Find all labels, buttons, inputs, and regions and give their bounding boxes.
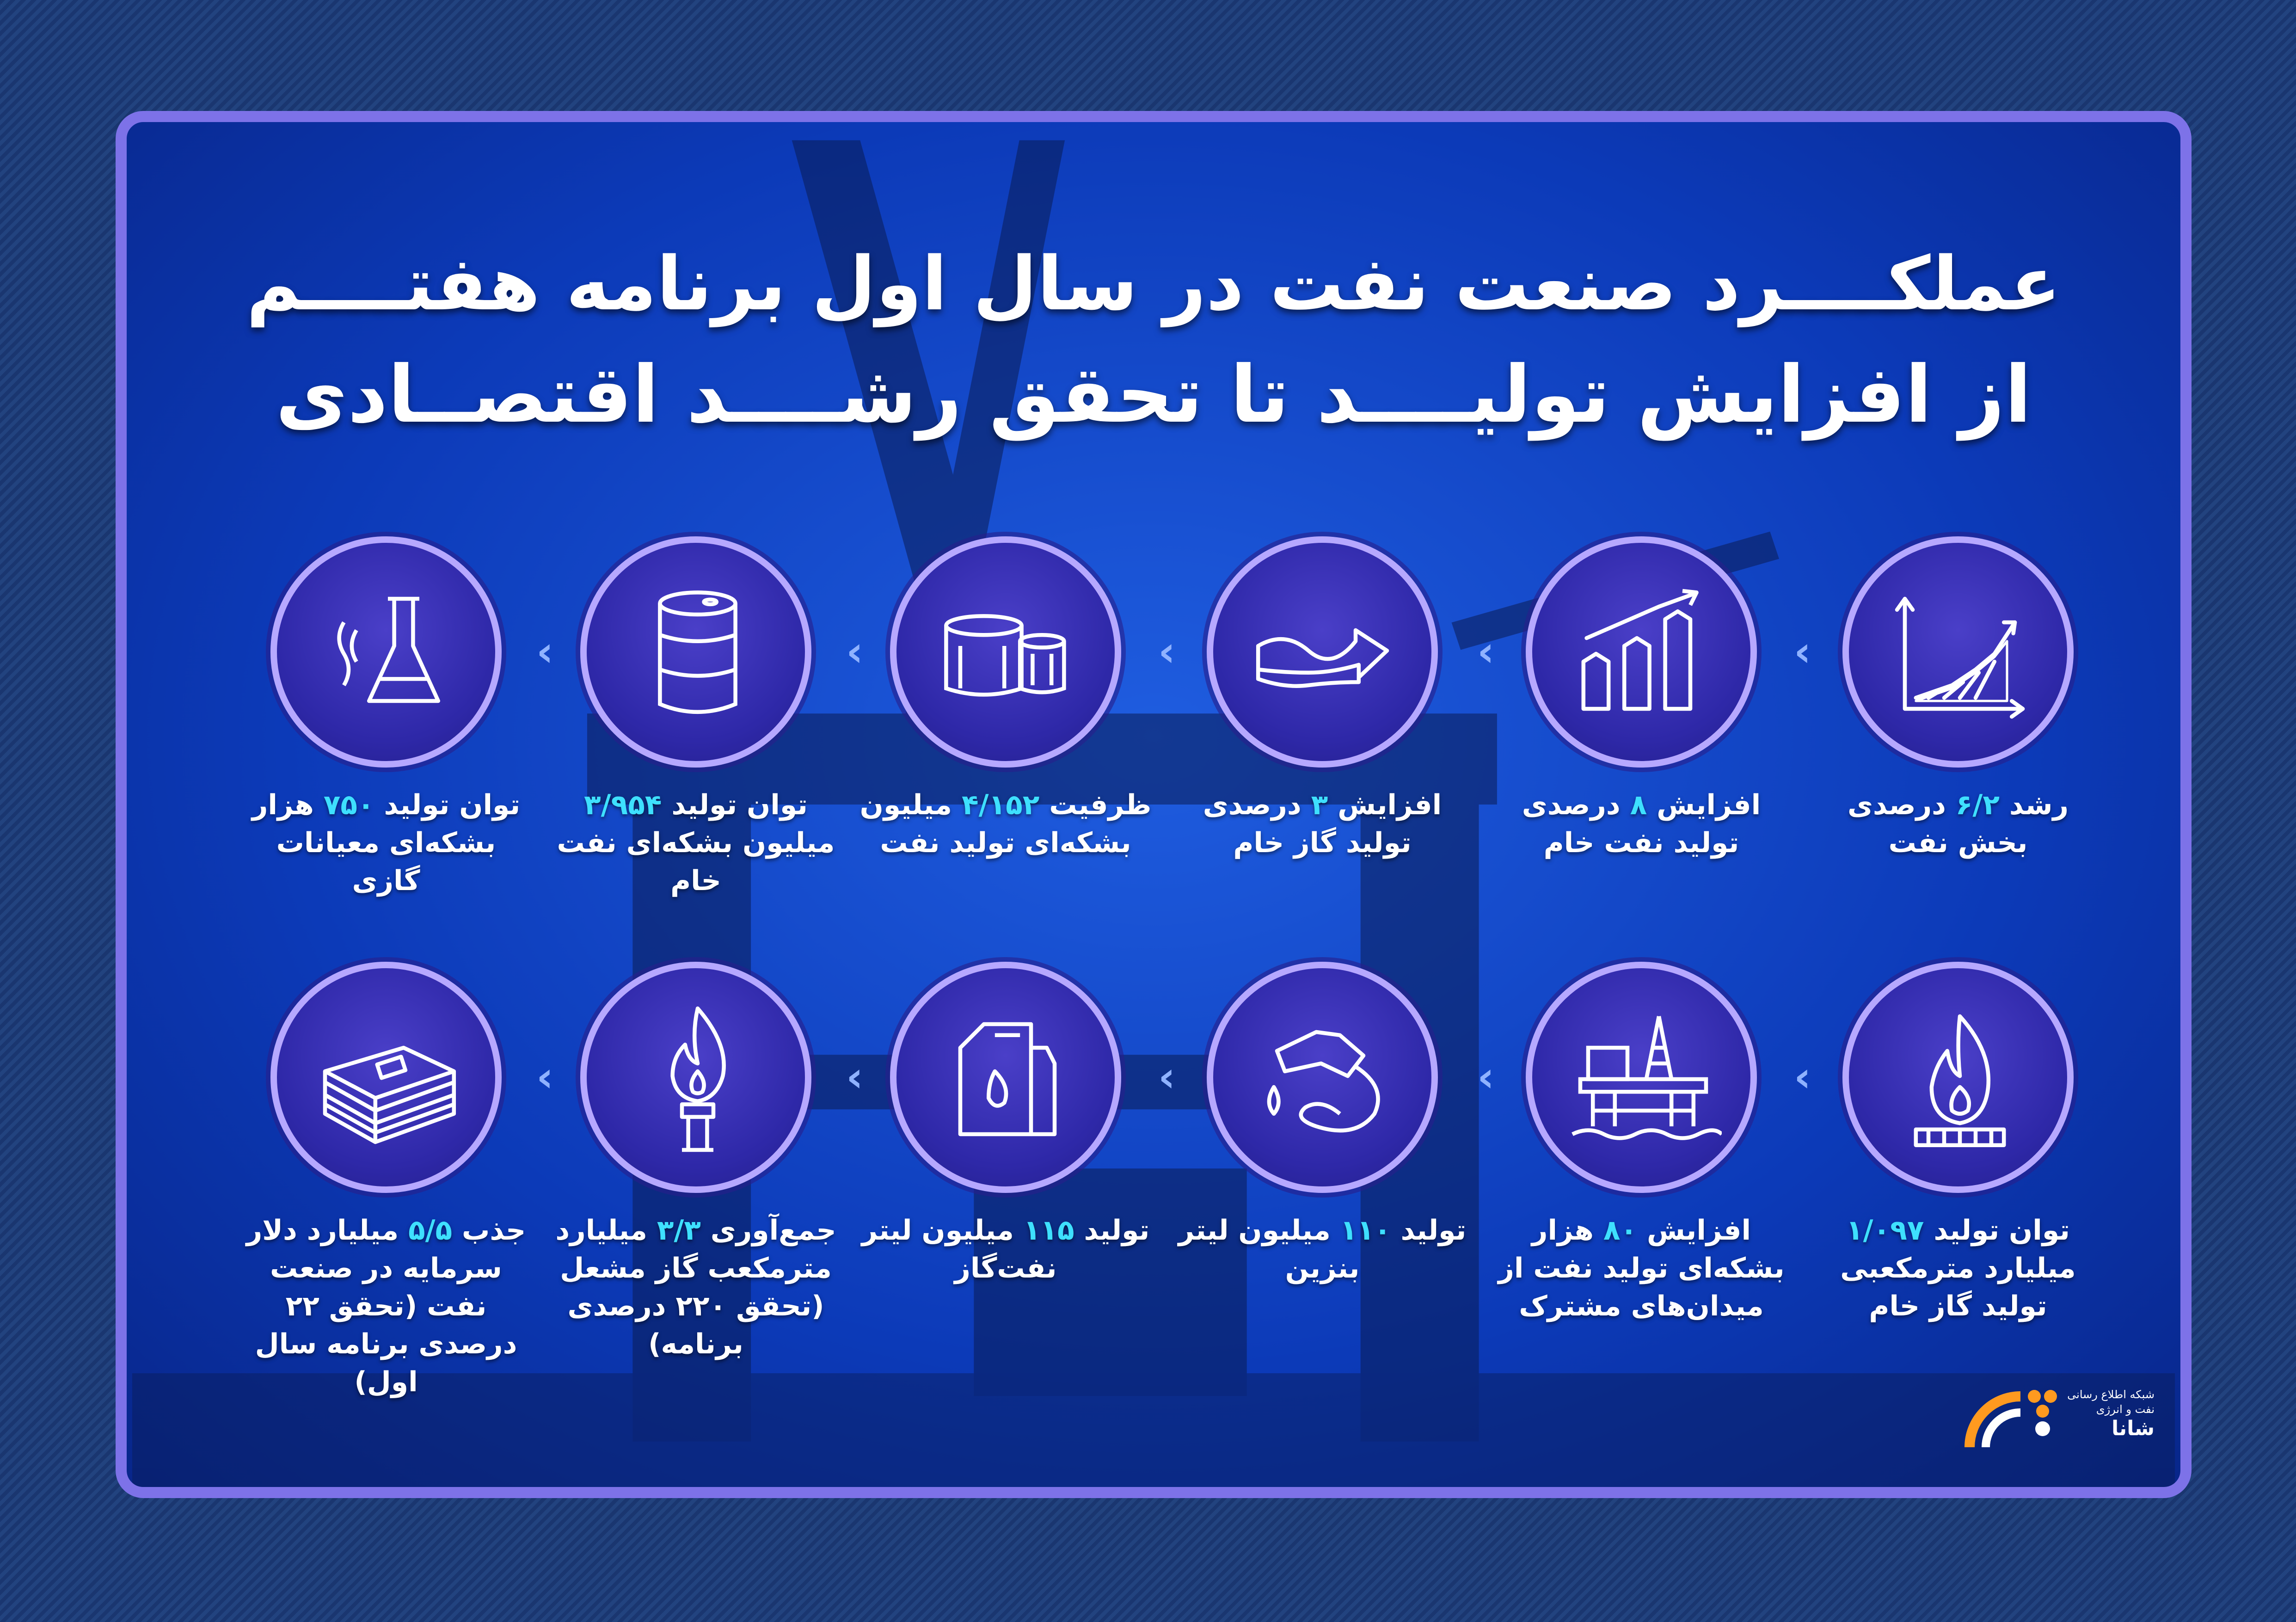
circle — [1207, 536, 1438, 768]
card-text: توان تولید ۱/۰۹۷ میلیارد مترمکعبی تولید گاز خام — [1840, 1214, 2076, 1322]
chevron-left-icon: ‹ — [846, 627, 864, 676]
fuel-canister-icon — [929, 1001, 1086, 1158]
card-text: تولید ۱۱۰ میلیون لیتر بنزین — [1178, 1214, 1467, 1284]
circle — [270, 962, 502, 1193]
logo-line-2: نفت و انرژی — [2096, 1403, 2155, 1416]
circle — [270, 536, 502, 768]
storage-tanks-icon — [929, 575, 1086, 732]
chevron-left-icon: ‹ — [1794, 1053, 1811, 1101]
bar-growth-icon — [1565, 575, 1722, 732]
card-text: افزایش ۸۰ هزار بشکه‌ای تولید نفت از میدان‌های مشترک — [1498, 1214, 1785, 1322]
title-line-1: عملکــــرد صنعت نفت در سال اول برنامه هفتــــم — [246, 240, 2061, 327]
logo-text — [2062, 1387, 2155, 1441]
circle — [1207, 962, 1438, 1193]
title-line-2: از افزایش تولیــــد تا تحقق رشــــد اقتصــادی — [275, 349, 2032, 441]
fuel-nozzle-icon — [1246, 1001, 1403, 1158]
chevron-left-icon: ‹ — [536, 627, 554, 676]
circle — [890, 536, 1121, 768]
flask-icon — [309, 575, 467, 732]
chevron-left-icon: ‹ — [846, 1053, 864, 1101]
circle — [1526, 962, 1757, 1193]
logo-brand: شانا — [2112, 1417, 2155, 1440]
chevron-left-icon: ‹ — [1477, 1053, 1495, 1101]
circle — [580, 536, 811, 768]
card-text: افزایش ۳ درصدی تولید گاز خام — [1203, 789, 1442, 859]
logo-line-1: شبکه اطلاع رسانی — [2067, 1388, 2155, 1401]
pipeline-arrow-icon — [1246, 575, 1403, 732]
chevron-left-icon: ‹ — [1477, 627, 1495, 676]
money-stack-icon — [309, 1001, 467, 1158]
chevron-left-icon: ‹ — [1794, 627, 1811, 676]
chevron-left-icon: ‹ — [1158, 1053, 1176, 1101]
circle — [580, 962, 811, 1193]
card-text: جمع‌آوری ۳/۳ میلیارد مترمکعب گاز مشعل (تحقق ۲۲۰ درصدی برنامه) — [555, 1214, 836, 1360]
card-text: افزایش ۸ درصدی تولید نفت خام — [1522, 789, 1761, 859]
offshore-platform-icon — [1565, 1001, 1722, 1158]
card-text: ظرفیت ۴/۱۵۲ میلیون بشکه‌ای تولید نفت — [859, 789, 1152, 859]
circle — [1526, 536, 1757, 768]
card-text: توان تولید ۳/۹۵۴ میلیون بشکه‌ای نفت خام — [557, 789, 835, 897]
growth-chart-icon — [1881, 575, 2038, 732]
card-text: تولید ۱۱۵ میلیون لیتر نفت‌گاز — [861, 1214, 1150, 1284]
circle — [1842, 962, 2074, 1193]
flare-icon — [619, 1001, 776, 1158]
gas-flame-icon — [1881, 1001, 2038, 1158]
circle — [1842, 536, 2074, 768]
title-block — [127, 228, 2180, 450]
card-text: رشد ۶/۲ درصدی بخش نفت — [1847, 789, 2069, 859]
card-text: توان تولید ۷۵۰ هزار بشکه‌ای معیانات گازی — [252, 789, 521, 897]
chevron-left-icon: ‹ — [1158, 627, 1176, 676]
chevron-left-icon: ‹ — [536, 1053, 554, 1101]
oil-barrel-icon — [619, 575, 776, 732]
circle — [890, 962, 1121, 1193]
card-text: جذب ۵/۵ میلیارد دلار سرمایه در صنعت نفت (تحقق ۲۲ درصدی برنامه سال اول) — [246, 1214, 526, 1398]
